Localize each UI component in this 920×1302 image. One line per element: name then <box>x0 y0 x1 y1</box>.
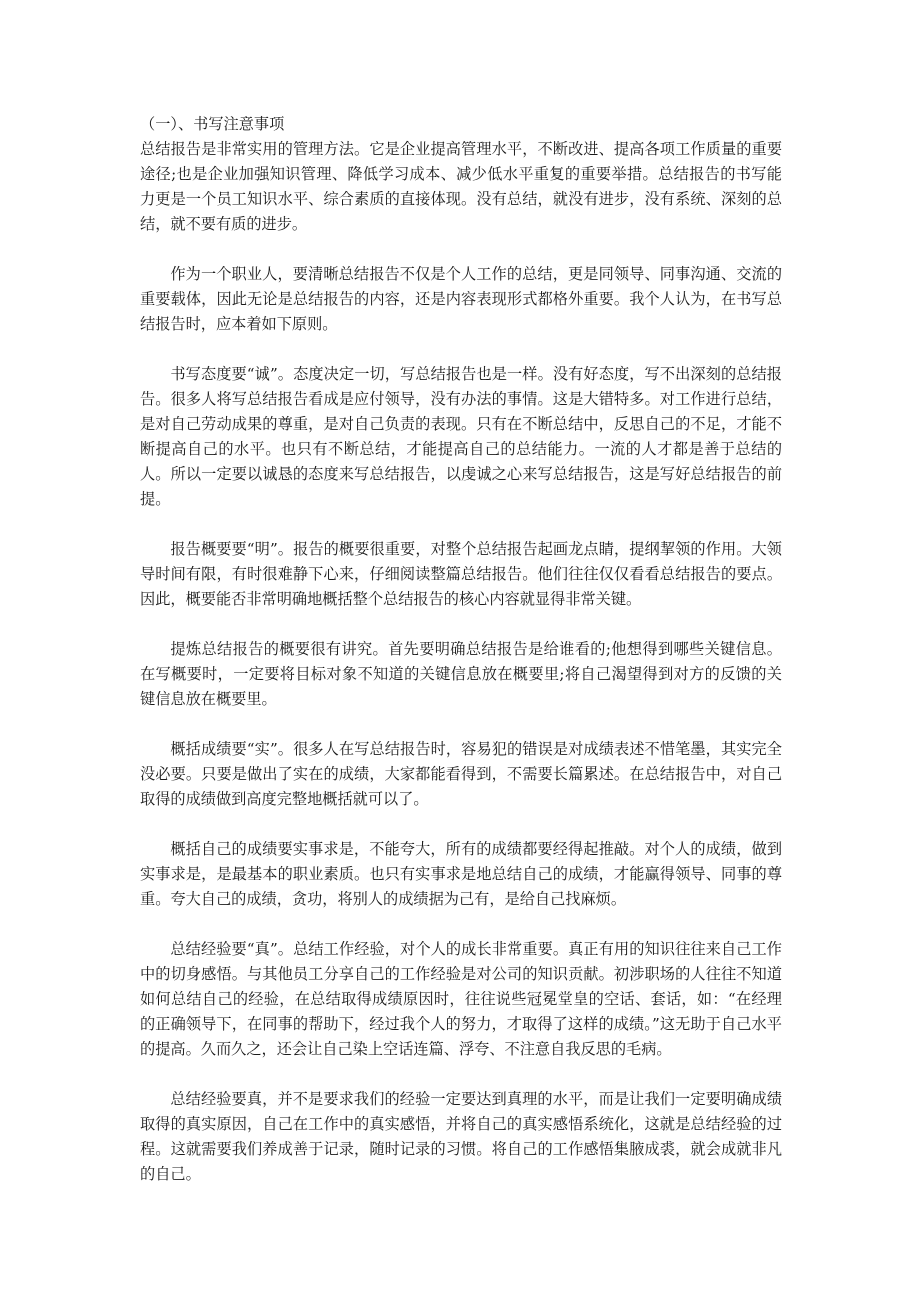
paragraph-7: 概括自己的成绩要实事求是，不能夸大，所有的成绩都要经得起推敲。对个人的成绩，做到实事求是，是最基本的职业素质。也只有实事求是地总结自己的成绩，才能赢得领导、同事的尊重。夸大自己的成绩，贪功，将别人的成绩据为己有，是给自己找麻烦。 <box>140 840 782 908</box>
paragraph-9: 总结经验要真，并不是要求我们的经验一定要达到真理的水平，而是让我们一定要明确成绩取得的真实原因，自己在工作中的真实感悟，并将自己的真实感悟系统化，这就是总结经验的过程。这就需要我们养成善于记录，随时记录的习惯。将自己的工作感悟集腋成裘，就会成就非凡的自己。 <box>140 1090 782 1183</box>
paragraph-1: 总结报告是非常实用的管理方法。它是企业提高管理水平，不断改进、提高各项工作质量的重要途径;也是企业加强知识管理、降低学习成本、减少低水平重复的重要举措。总结报告的书写能力更是一个员工知识水平、综合素质的直接体现。没有总结，就没有进步，没有系统、深刻的总结，就不要有质的进步。 <box>140 140 782 233</box>
paragraph-2: 作为一个职业人，要清晰总结报告不仅是个人工作的总结，更是同领导、同事沟通、交流的重要载体，因此无论是总结报告的内容，还是内容表现形式都格外重要。我个人认为，在书写总结报告时，应本着如下原则。 <box>140 265 782 333</box>
paragraph-5: 提炼总结报告的概要很有讲究。首先要明确总结报告是给谁看的;他想得到哪些关键信息。在写概要时，一定要将目标对象不知道的关键信息放在概要里;将自己渴望得到对方的反馈的关键信息放在概要里。 <box>140 640 782 708</box>
paragraph-8: 总结经验要“真”。总结工作经验，对个人的成长非常重要。真正有用的知识往往来自己工作中的切身感悟。与其他员工分享自己的工作经验是对公司的知识贡献。初涉职场的人往往不知道如何总结自己的经验，在总结取得成绩原因时，往往说些冠冕堂皇的空话、套话，如：“在经理的正确领导下，在同事的帮助下，经过我个人的努力，才取得了这样的成绩。”这无助于自己水平的提高。久而久之，还会让自己染上空话连篇、浮夸、不注意自我反思的毛病。 <box>140 940 782 1058</box>
paragraph-3: 书写态度要“诚”。态度决定一切，写总结报告也是一样。没有好态度，写不出深刻的总结报告。很多人将写总结报告看成是应付领导，没有办法的事情。这是大错特多。对工作进行总结，是对自己劳动成果的尊重，是对自己负责的表现。只有在不断总结中，反思自己的不足，才能不断提高自己的水平。也只有不断总结，才能提高自己的总结能力。一流的人才都是善于总结的人。所以一定要以诚恳的态度来写总结报告，以虔诚之心来写总结报告，这是写好总结报告的前提。 <box>140 365 782 508</box>
paragraph-4: 报告概要要“明”。报告的概要很重要，对整个总结报告起画龙点睛，提纲挈领的作用。大领导时间有限，有时很难静下心来，仔细阅读整篇总结报告。他们往往仅仅看看总结报告的要点。因此，概要能否非常明确地概括整个总结报告的核心内容就显得非常关键。 <box>140 540 782 608</box>
section-heading: （一）、书写注意事项 <box>140 115 285 133</box>
paragraph-6: 概括成绩要“实”。很多人在写总结报告时，容易犯的错误是对成绩表述不惜笔墨，其实完全没必要。只要是做出了实在的成绩，大家都能看得到，不需要长篇累述。在总结报告中，对自己取得的成绩做到高度完整地概括就可以了。 <box>140 740 782 808</box>
document-page <box>140 112 782 1212</box>
